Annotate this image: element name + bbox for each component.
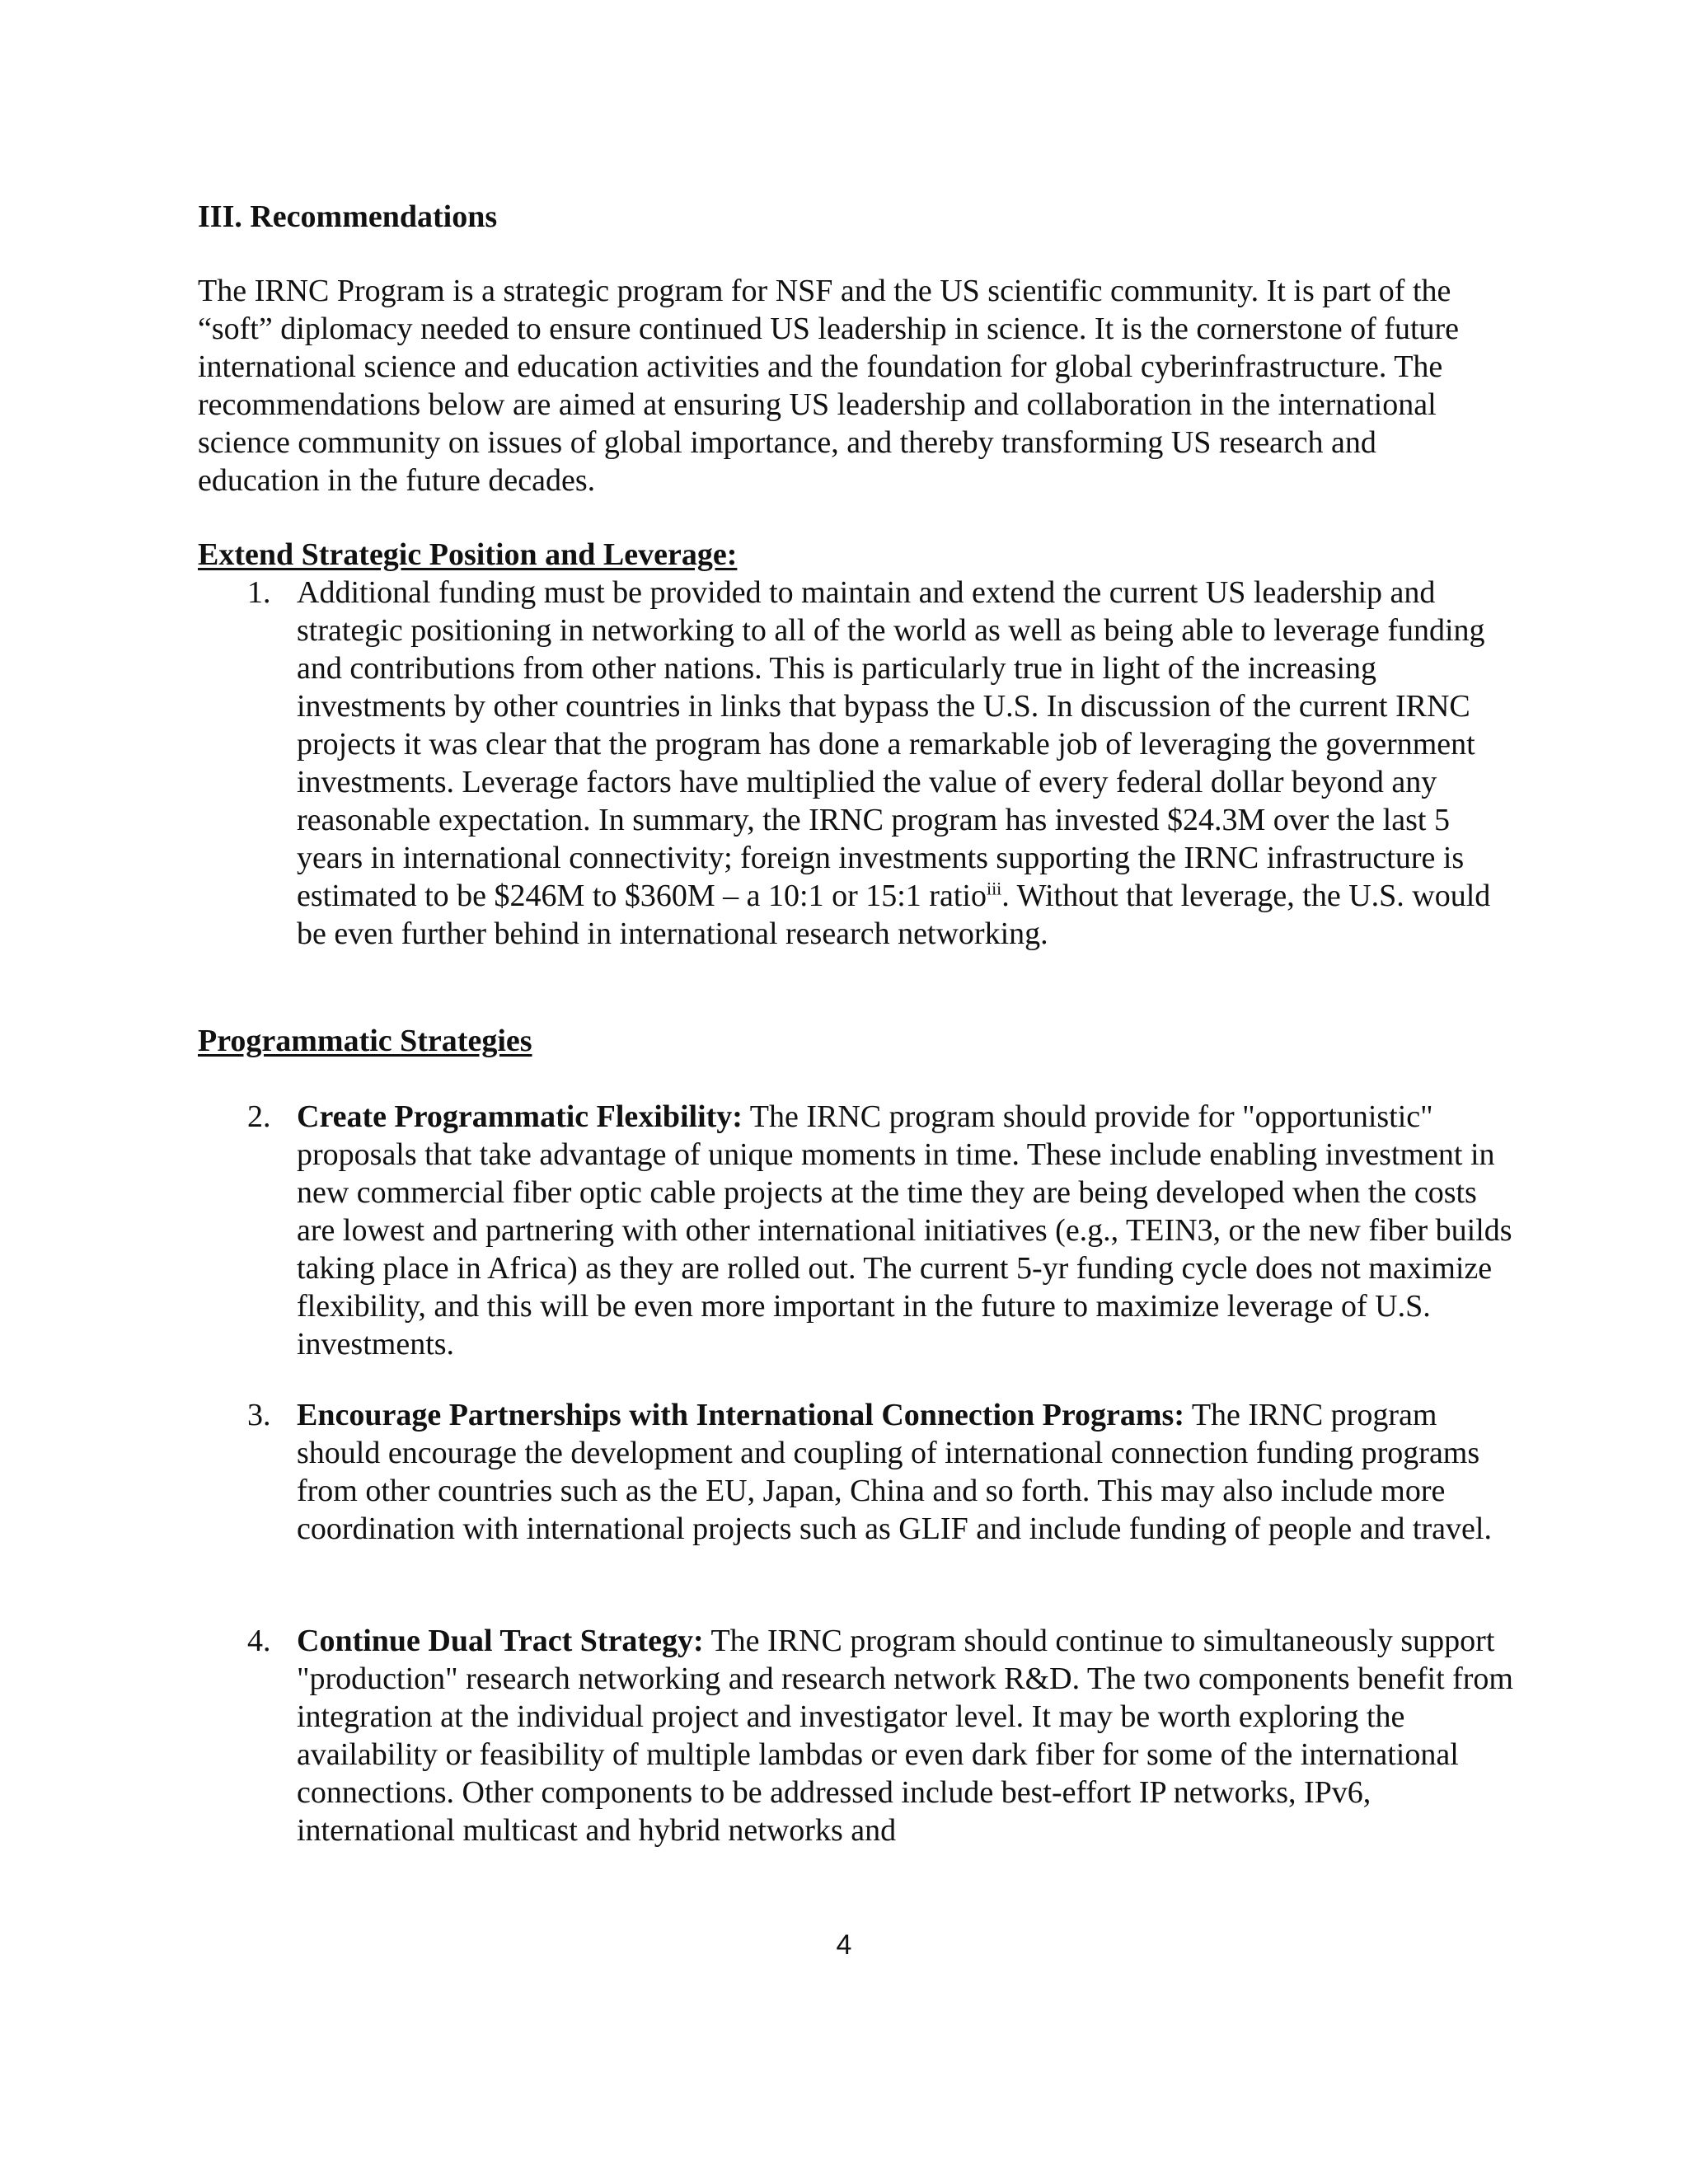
item-number: 1. bbox=[247, 575, 271, 610]
item-text: The IRNC program should continue to simultaneously support "production" research networking and research network R&D. The two components benefit from integration at the individual project and investigator level. It may be worth exploring the availability or feasibility of multiple lambdas or even dark fiber for some of the international connections. Other components to be addressed include best-effort IP networks, IPv6, international multicast and hybrid networks and bbox=[297, 1624, 1513, 1848]
extend-heading: Extend Strategic Position and Leverage: bbox=[198, 537, 738, 572]
item-text: Additional funding must be provided to maintain and extend the current US leadership and strategic positioning in networking to all of the world as well as being able to leverage funding and contributions from other nations. This is particularly true in light of the increasing investments by other countries in links that bypass the U.S. In discussion of the current IRNC projects it was clear that the program has done a remarkable job of leveraging the government investments. Leverage factors have multiplied the value of every federal dollar beyond any reasonable expectation. In summary, the IRNC program has invested $24.3M over the last 5 years in international connectivity; foreign investments supporting the IRNC infrastructure is estimated to be $246M to $360M – a 10:1 or 15:1 ratio bbox=[297, 575, 1485, 913]
endnote-reference: iii bbox=[986, 878, 1002, 899]
item-body bbox=[297, 1098, 1517, 1363]
item-body bbox=[297, 1396, 1517, 1548]
item-title: Continue Dual Tract Strategy: bbox=[297, 1624, 704, 1658]
intro-paragraph: The IRNC Program is a strategic program for NSF and the US scientific community. It is part of the “soft” diplomacy needed to ensure continued US leadership in science. It is the cornerstone of future international science and education activities and the foundation for global cyberinfrastructure. The recommendations below are aimed at ensuring US leadership and collaboration in the international science community on issues of global importance, and thereby transforming US research and education in the future decades. bbox=[198, 274, 1460, 498]
item-text-continued: . Without that leverage, the U.S. would be even further behind in international research networking. bbox=[297, 879, 1491, 951]
item-title: Create Programmatic Flexibility: bbox=[297, 1099, 743, 1134]
section-title: III. Recommendations bbox=[198, 199, 498, 234]
item-text: The IRNC program should encourage the development and coupling of international connection funding programs from other countries such as the EU, Japan, China and so forth. This may also include more coordination with international projects such as GLIF and include funding of people and travel. bbox=[297, 1398, 1492, 1546]
item-title: Encourage Partnerships with International Connection Programs: bbox=[297, 1398, 1184, 1432]
item-number: 3. bbox=[247, 1398, 271, 1432]
programmatic-heading: Programmatic Strategies bbox=[198, 1024, 532, 1058]
item-number: 4. bbox=[247, 1624, 271, 1658]
page-number: 4 bbox=[836, 1929, 852, 1961]
item-text: The IRNC program should provide for "opportunistic" proposals that take advantage of unique moments in time. These include enabling investment in new commercial fiber optic cable projects at the time they are being developed when the costs are lowest and partnering with other international initiatives (e.g., TEIN3, or the new fiber builds taking place in Africa) as they are rolled out. The current 5-yr funding cycle does not maximize flexibility, and this will be even more important in the future to maximize leverage of U.S. investments. bbox=[297, 1099, 1512, 1361]
item-number: 2. bbox=[247, 1099, 271, 1134]
item-body bbox=[297, 1622, 1517, 1849]
item-body bbox=[297, 574, 1517, 953]
